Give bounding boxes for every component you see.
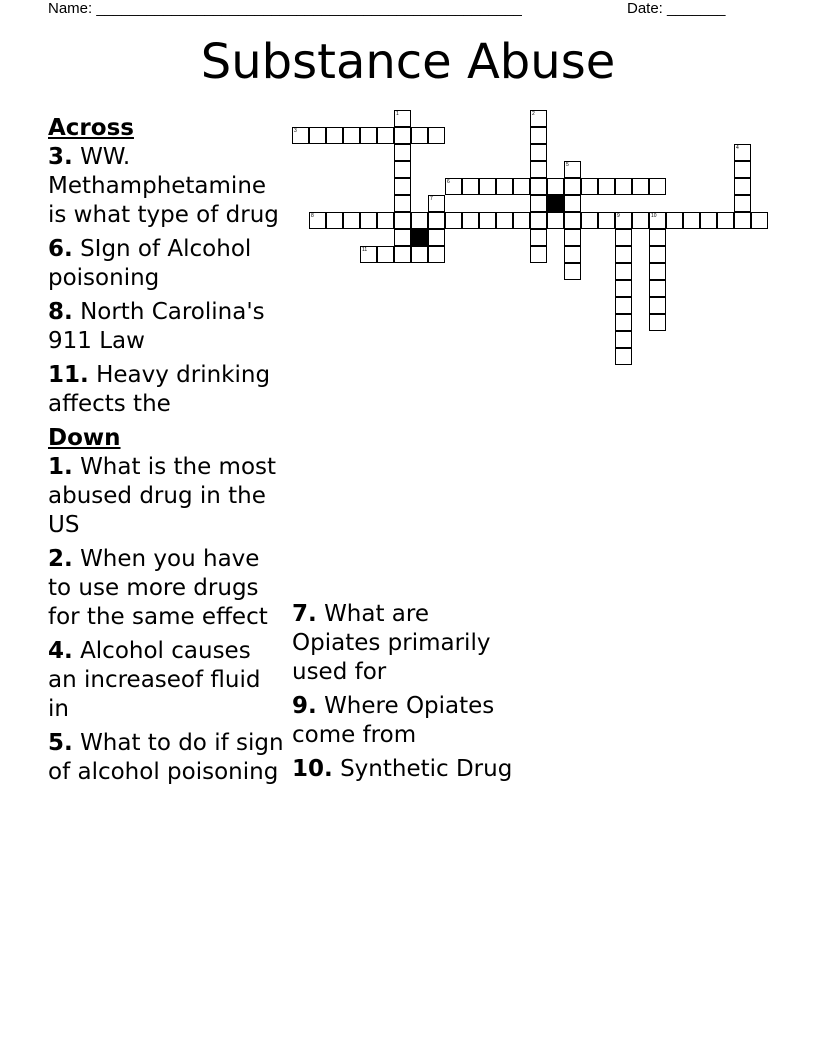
grid-cell[interactable] xyxy=(649,280,666,297)
grid-cell[interactable] xyxy=(734,144,751,161)
grid-cell[interactable] xyxy=(615,178,632,195)
cell-number: 1 xyxy=(396,111,399,117)
grid-cell[interactable] xyxy=(564,212,581,229)
grid-cell[interactable] xyxy=(598,212,615,229)
grid-cell[interactable] xyxy=(530,178,547,195)
grid-cell[interactable] xyxy=(411,246,428,263)
clue-number: 1. xyxy=(48,454,73,480)
grid-cell[interactable] xyxy=(649,178,666,195)
grid-cell[interactable] xyxy=(734,195,751,212)
grid-cell[interactable] xyxy=(581,178,598,195)
cell-number: 2 xyxy=(532,111,535,117)
grid-cell[interactable] xyxy=(530,229,547,246)
cell-number: 3 xyxy=(294,128,297,134)
grid-cell[interactable] xyxy=(615,246,632,263)
grid-cell[interactable] xyxy=(649,297,666,314)
clue-number: 3. xyxy=(48,144,73,170)
cell-number: 7 xyxy=(430,196,433,202)
grid-cell[interactable] xyxy=(530,110,547,127)
cell-number: 9 xyxy=(617,213,620,219)
cell-number: 8 xyxy=(311,213,314,219)
grid-cell[interactable] xyxy=(394,246,411,263)
clue-across-11 xyxy=(48,361,284,419)
grid-cell[interactable] xyxy=(326,212,343,229)
grid-cell[interactable] xyxy=(564,246,581,263)
grid-cell[interactable] xyxy=(428,212,445,229)
clue-text: When you have to use more drugs for the same effect xyxy=(48,546,268,630)
cell-number: 5 xyxy=(566,162,569,168)
grid-cell[interactable] xyxy=(530,246,547,263)
grid-cell[interactable] xyxy=(666,212,683,229)
grid-cell[interactable] xyxy=(309,127,326,144)
grid-cell[interactable] xyxy=(479,178,496,195)
grid-cell[interactable] xyxy=(564,195,581,212)
grid-cell[interactable] xyxy=(615,229,632,246)
grid-cell[interactable] xyxy=(445,212,462,229)
grid-cell[interactable] xyxy=(564,178,581,195)
clues-column-1 xyxy=(48,114,284,792)
cell-number: 4 xyxy=(736,145,739,151)
grid-cell[interactable] xyxy=(615,212,632,229)
grid-cell[interactable] xyxy=(683,212,700,229)
down-heading: Down xyxy=(48,425,121,451)
grid-cell[interactable] xyxy=(377,212,394,229)
grid-cell[interactable] xyxy=(530,127,547,144)
grid-cell[interactable] xyxy=(394,195,411,212)
grid-cell[interactable] xyxy=(462,178,479,195)
clue-number: 2. xyxy=(48,546,73,572)
grid-cell[interactable] xyxy=(547,212,564,229)
clue-number: 6. xyxy=(48,236,73,262)
clue-down-10 xyxy=(292,755,522,784)
grid-cell[interactable] xyxy=(360,246,377,263)
clue-text: Where Opiates come from xyxy=(292,693,495,748)
grid-cell[interactable] xyxy=(326,127,343,144)
grid-cell[interactable] xyxy=(479,212,496,229)
clue-across-6 xyxy=(48,235,284,293)
grid-cell[interactable] xyxy=(428,246,445,263)
grid-cell[interactable] xyxy=(734,212,751,229)
clue-down-5 xyxy=(48,729,284,787)
grid-cell[interactable] xyxy=(530,195,547,212)
grid-cell[interactable] xyxy=(394,144,411,161)
grid-cell[interactable] xyxy=(700,212,717,229)
grid-cell[interactable] xyxy=(394,110,411,127)
grid-cell[interactable] xyxy=(632,178,649,195)
grid-cell[interactable] xyxy=(513,178,530,195)
clue-number: 4. xyxy=(48,638,73,664)
across-heading: Across xyxy=(48,115,134,141)
grid-cell[interactable] xyxy=(615,348,632,365)
grid-cell[interactable] xyxy=(428,195,445,212)
grid-cell[interactable] xyxy=(615,280,632,297)
grid-cell[interactable] xyxy=(292,127,309,144)
cell-number: 11 xyxy=(362,247,368,253)
date-field[interactable]: Date: _______ xyxy=(627,0,726,17)
grid-cell[interactable] xyxy=(394,127,411,144)
clue-text: Synthetic Drug xyxy=(340,756,513,782)
cell-number: 10 xyxy=(651,213,657,219)
clue-number: 11. xyxy=(48,362,89,388)
grid-cell[interactable] xyxy=(530,212,547,229)
clue-down-1 xyxy=(48,453,284,540)
clue-number: 7. xyxy=(292,601,317,627)
clue-text: WW. Methamphetamine is what type of drug xyxy=(48,144,279,228)
grid-cell[interactable] xyxy=(649,212,666,229)
clue-number: 10. xyxy=(292,756,333,782)
clue-number: 5. xyxy=(48,730,73,756)
grid-block xyxy=(411,229,428,246)
grid-cell[interactable] xyxy=(513,212,530,229)
clue-number: 8. xyxy=(48,299,73,325)
name-field[interactable]: Name: ___________________________________________________ xyxy=(48,0,522,17)
clue-text: Heavy drinking affects the xyxy=(48,362,271,417)
grid-cell[interactable] xyxy=(377,127,394,144)
grid-cell[interactable] xyxy=(564,229,581,246)
grid-cell[interactable] xyxy=(598,178,615,195)
clue-across-8 xyxy=(48,298,284,356)
grid-cell[interactable] xyxy=(547,178,564,195)
grid-cell[interactable] xyxy=(615,331,632,348)
grid-cell[interactable] xyxy=(377,246,394,263)
grid-cell[interactable] xyxy=(394,229,411,246)
grid-cell[interactable] xyxy=(564,263,581,280)
grid-cell[interactable] xyxy=(411,212,428,229)
grid-cell[interactable] xyxy=(734,178,751,195)
clue-text: What are Opiates primarily used for xyxy=(292,601,491,685)
grid-cell[interactable] xyxy=(428,229,445,246)
grid-cell[interactable] xyxy=(411,127,428,144)
clue-text: SIgn of Alcohol poisoning xyxy=(48,236,252,291)
clue-text: Alcohol causes an increaseof fluid in xyxy=(48,638,261,722)
grid-cell[interactable] xyxy=(394,178,411,195)
clue-down-7 xyxy=(292,600,522,687)
grid-cell[interactable] xyxy=(394,212,411,229)
grid-block xyxy=(547,195,564,212)
cell-number: 6 xyxy=(447,179,450,185)
grid-cell[interactable] xyxy=(496,212,513,229)
clue-across-3 xyxy=(48,143,284,230)
clue-down-4 xyxy=(48,637,284,724)
grid-cell[interactable] xyxy=(496,178,513,195)
grid-cell[interactable] xyxy=(734,161,751,178)
grid-cell[interactable] xyxy=(445,178,462,195)
clue-down-9 xyxy=(292,692,522,750)
grid-cell[interactable] xyxy=(717,212,734,229)
grid-cell[interactable] xyxy=(360,212,377,229)
grid-cell[interactable] xyxy=(615,314,632,331)
clue-text: North Carolina's 911 Law xyxy=(48,299,265,354)
grid-cell[interactable] xyxy=(530,144,547,161)
grid-cell[interactable] xyxy=(564,161,581,178)
grid-cell[interactable] xyxy=(615,297,632,314)
clue-down-2 xyxy=(48,545,284,632)
grid-cell[interactable] xyxy=(309,212,326,229)
clue-text: What to do if sign of alcohol poisoning xyxy=(48,730,284,785)
grid-cell[interactable] xyxy=(581,212,598,229)
header xyxy=(48,0,748,20)
grid-cell[interactable] xyxy=(360,127,377,144)
grid-cell[interactable] xyxy=(649,246,666,263)
grid-cell[interactable] xyxy=(530,161,547,178)
page-title: Substance Abuse xyxy=(200,34,616,90)
grid-cell[interactable] xyxy=(394,161,411,178)
grid-cell[interactable] xyxy=(632,212,649,229)
grid-cell[interactable] xyxy=(649,263,666,280)
grid-cell[interactable] xyxy=(649,314,666,331)
grid-cell[interactable] xyxy=(343,212,360,229)
clue-text: What is the most abused drug in the US xyxy=(48,454,277,538)
grid-cell[interactable] xyxy=(343,127,360,144)
grid-cell[interactable] xyxy=(751,212,768,229)
clue-number: 9. xyxy=(292,693,317,719)
grid-cell[interactable] xyxy=(615,263,632,280)
grid-cell[interactable] xyxy=(462,212,479,229)
clues-column-2 xyxy=(292,600,522,789)
grid-cell[interactable] xyxy=(649,229,666,246)
grid-cell[interactable] xyxy=(428,127,445,144)
